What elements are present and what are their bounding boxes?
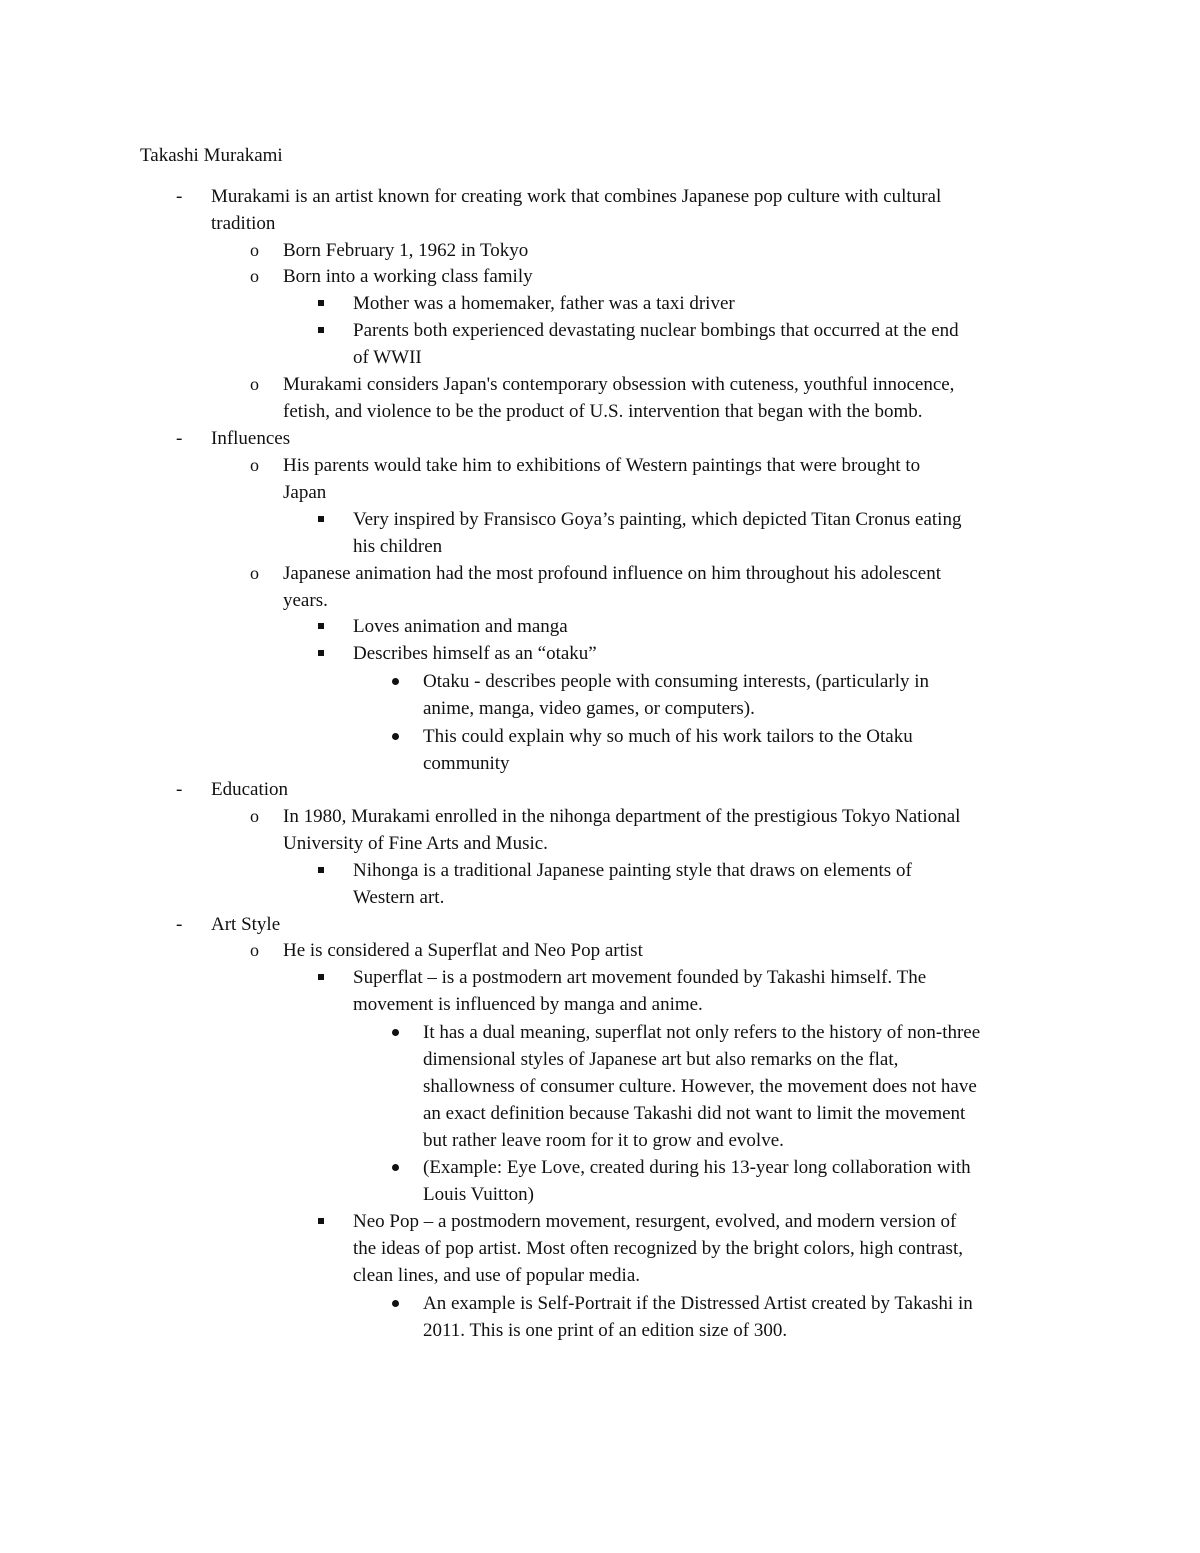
circle-bullet: o (250, 240, 259, 260)
section-heading: Influences (211, 428, 291, 449)
list-item-text: It has a dual meaning, superflat not only refers to the history of non-three (423, 1022, 981, 1043)
list-item-text: movement is influenced by manga and anime. (353, 994, 703, 1015)
list-item-text: University of Fine Arts and Music. (283, 833, 548, 854)
list-item-text: Murakami considers Japan's contemporary obsession with cuteness, youthful innocence, (283, 374, 955, 395)
circle-bullet: o (250, 455, 259, 475)
list-item-text: Western art. (353, 887, 445, 908)
list-item-text: Louis Vuitton) (423, 1184, 534, 1205)
section-heading: Education (211, 779, 289, 800)
list-item-text: Born February 1, 1962 in Tokyo (283, 240, 529, 261)
list-item-text: dimensional styles of Japanese art but also remarks on the flat, (423, 1049, 899, 1070)
list-item-text: Nihonga is a traditional Japanese painting style that draws on elements of (353, 860, 912, 881)
list-item-text: community (423, 753, 510, 774)
section-heading: Art Style (211, 914, 281, 935)
list-item-text: tradition (211, 213, 276, 234)
list-item-text: (Example: Eye Love, created during his 13-year long collaboration with (423, 1157, 971, 1178)
square-bullet-icon (318, 974, 324, 980)
list-item-text: clean lines, and use of popular media. (353, 1265, 641, 1286)
dot-bullet-icon (392, 1029, 399, 1036)
square-bullet-icon (318, 300, 324, 306)
list-item-text: but rather leave room for it to grow and evolve. (423, 1130, 784, 1151)
square-bullet-icon (318, 516, 324, 522)
list-item-text: fetish, and violence to be the product of U.S. intervention that began with the bomb. (283, 401, 923, 422)
list-item-text: shallowness of consumer culture. However, the movement does not have (423, 1076, 977, 1097)
circle-bullet: o (250, 940, 259, 960)
list-item-text: Japan (283, 482, 327, 503)
list-item-text: This could explain why so much of his work tailors to the Otaku (423, 726, 913, 747)
list-item-text: Japanese animation had the most profound influence on him throughout his adolescent (283, 563, 941, 584)
list-item-text: Mother was a homemaker, father was a taxi driver (353, 293, 735, 314)
list-item-text: He is considered a Superflat and Neo Pop artist (283, 940, 643, 961)
circle-bullet: o (250, 563, 259, 583)
list-item-text: Superflat – is a postmodern art movement founded by Takashi himself. The (353, 967, 927, 988)
list-item-text: 2011. This is one print of an edition size of 300. (423, 1320, 788, 1341)
list-item-text: Born into a working class family (283, 266, 533, 287)
list-item-text: Describes himself as an “otaku” (353, 643, 597, 664)
list-item-text: an exact definition because Takashi did not want to limit the movement (423, 1103, 966, 1124)
document-title: Takashi Murakami (140, 145, 283, 166)
list-item-text: Murakami is an artist known for creating work that combines Japanese pop culture with cultural (211, 186, 942, 207)
list-item-text: the ideas of pop artist. Most often recognized by the bright colors, high contrast, (353, 1238, 963, 1259)
square-bullet-icon (318, 327, 324, 333)
circle-bullet: o (250, 806, 259, 826)
list-item-text: Loves animation and manga (353, 616, 568, 637)
dot-bullet-icon (392, 1300, 399, 1307)
dot-bullet-icon (392, 678, 399, 685)
list-item-text: of WWII (353, 347, 422, 368)
dash-bullet: - (176, 428, 183, 449)
circle-bullet: o (250, 374, 259, 394)
square-bullet-icon (318, 623, 324, 629)
list-item-text: His parents would take him to exhibitions of Western paintings that were brought to (283, 455, 921, 476)
list-item-text: Otaku - describes people with consuming interests, (particularly in (423, 671, 930, 692)
dash-bullet: - (176, 186, 183, 207)
dot-bullet-icon (392, 1164, 399, 1171)
dot-bullet-icon (392, 733, 399, 740)
square-bullet-icon (318, 867, 324, 873)
dash-bullet: - (176, 779, 183, 800)
list-item-text: Neo Pop – a postmodern movement, resurgent, evolved, and modern version of (353, 1211, 957, 1232)
square-bullet-icon (318, 1218, 324, 1224)
list-item-text: his children (353, 536, 443, 557)
square-bullet-icon (318, 650, 324, 656)
list-item-text: anime, manga, video games, or computers). (423, 698, 755, 719)
dash-bullet: - (176, 914, 183, 935)
circle-bullet: o (250, 266, 259, 286)
list-item-text: In 1980, Murakami enrolled in the nihonga department of the prestigious Tokyo National (283, 806, 961, 827)
list-item-text: An example is Self-Portrait if the Distressed Artist created by Takashi in (423, 1293, 973, 1314)
list-item-text: years. (283, 590, 328, 611)
list-item-text: Parents both experienced devastating nuclear bombings that occurred at the end (353, 320, 959, 341)
list-item-text: Very inspired by Fransisco Goya’s painting, which depicted Titan Cronus eating (353, 509, 962, 530)
